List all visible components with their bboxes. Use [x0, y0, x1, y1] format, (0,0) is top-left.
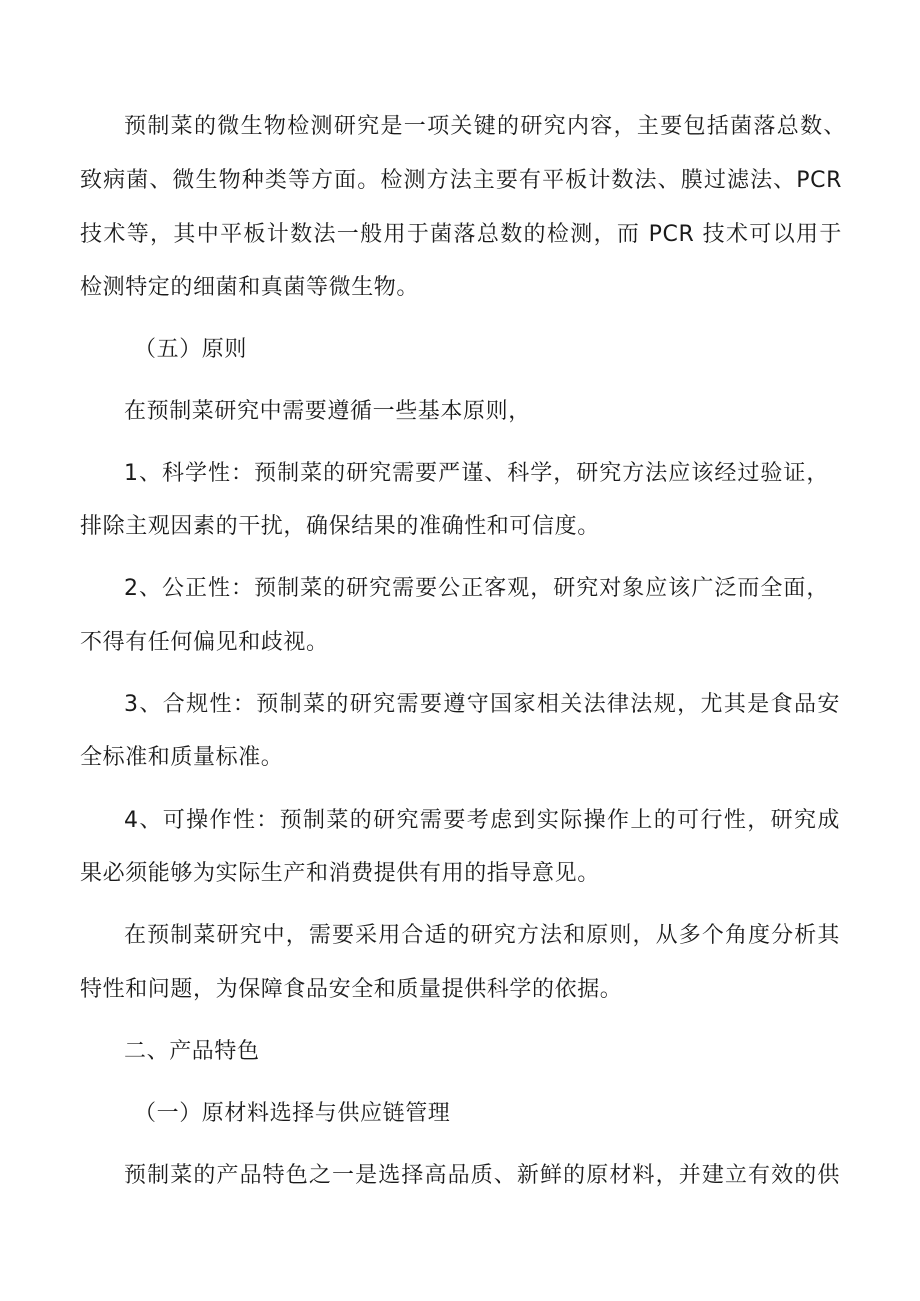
- paragraph-line: 在预制菜研究中需要遵循一些基本原则，: [124, 399, 531, 424]
- list-item-line: 不得有任何偏见和歧视。: [80, 630, 329, 655]
- list-item-line: 全标准和质量标准。: [80, 745, 284, 770]
- paragraph-line: 检测特定的细菌和真菌等微生物。: [80, 275, 420, 300]
- section-heading: 二、产品特色: [124, 1039, 260, 1064]
- list-item-line: 果必须能够为实际生产和消费提供有用的指导意见。: [80, 861, 600, 886]
- list-item-line: 2、公正性：预制菜的研究需要公正客观，研究对象应该广泛而全面，: [124, 576, 829, 601]
- paragraph-line: 预制菜的微生物检测研究是一项关键的研究内容，主要包括菌落总数、: [124, 114, 846, 139]
- paragraph-line: 在预制菜研究中，需要采用合适的研究方法和原则，从多个角度分析其: [124, 923, 840, 948]
- list-item-line: 3、合规性：预制菜的研究需要遵守国家相关法律法规，尤其是食品安: [124, 692, 840, 717]
- subsection-heading: （一）原材料选择与供应链管理: [134, 1101, 451, 1126]
- list-item-line: 4、可操作性：预制菜的研究需要考虑到实际操作上的可行性，研究成: [124, 808, 840, 833]
- paragraph-line: 预制菜的产品特色之一是选择高品质、新鲜的原材料，并建立有效的供: [124, 1163, 840, 1188]
- paragraph-line: 致病菌、微生物种类等方面。检测方法主要有平板计数法、膜过滤法、PCR: [80, 168, 842, 193]
- paragraph-line: 特性和问题，为保障食品安全和质量提供科学的依据。: [80, 977, 623, 1002]
- list-item-line: 排除主观因素的干扰，确保结果的准确性和可信度。: [80, 514, 600, 539]
- section-heading: （五）原则: [134, 337, 248, 362]
- paragraph-line: 技术等，其中平板计数法一般用于菌落总数的检测，而 PCR 技术可以用于: [80, 222, 842, 247]
- list-item-line: 1、科学性：预制菜的研究需要严谨、科学，研究方法应该经过验证，: [124, 461, 829, 486]
